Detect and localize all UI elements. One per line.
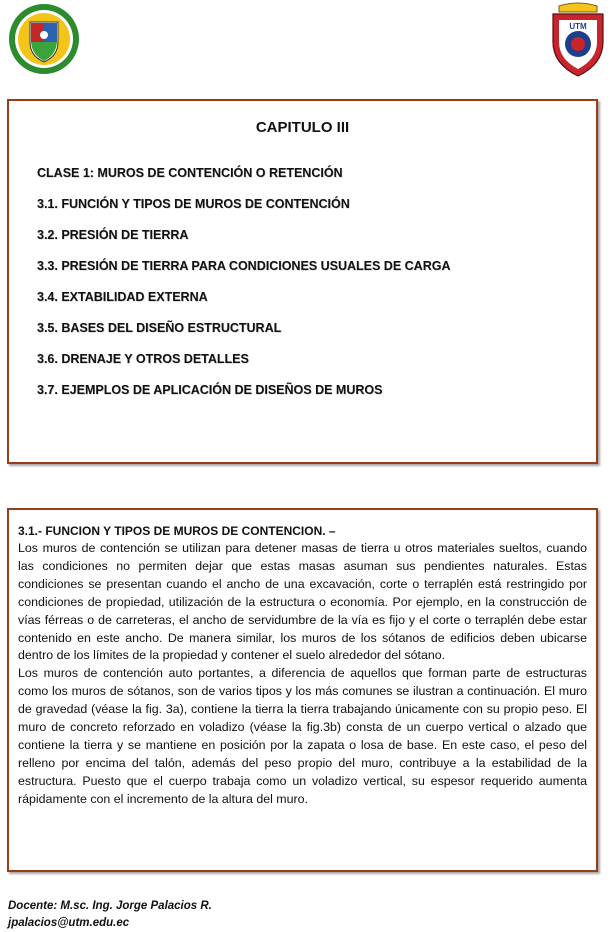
index-item: 3.6. DRENAJE Y OTROS DETALLES (37, 352, 249, 366)
utm-crest-logo (545, 2, 611, 78)
section-content-box (7, 508, 598, 872)
index-item: CLASE 1: MUROS DE CONTENCIÓN O RETENCIÓN (37, 166, 343, 180)
crest-text: UTM (569, 22, 587, 31)
chapter-title: CAPITULO III (255, 119, 350, 136)
index-item: 3.3. PRESIÓN DE TIERRA PARA CONDICIONES USUALES DE CARGA (37, 259, 451, 273)
utm-crest-icon (545, 2, 611, 78)
index-item: 3.5. BASES DEL DISEÑO ESTRUCTURAL (37, 321, 282, 335)
index-item: 3.1. FUNCIÓN Y TIPOS DE MUROS DE CONTENCIÓN (37, 197, 350, 211)
page-footer (8, 898, 212, 932)
index-item: 3.7. EJEMPLOS DE APLICACIÓN DE DISEÑOS DE MUROS (37, 383, 383, 397)
paragraph: Los muros de contención auto portantes, a diferencia de aquellos que forman parte de estructuras como los muros de sótanos, son de varios tipos y los más comunes se ilustran a continuación. El muro de gravedad (véase la fig. 3a), contiene la tierra la tierra trabajando únicamente con su propio peso. El muro de concreto reforzado en voladizo (véase la fig.3b) consta de un cuerpo vertical o alzado que contiene la tierra y se mantiene en posición por la zapata o losa de base. En este caso, el peso del relleno por encima del talón, además del peso propio del muro, contribuye a la estabilidad de la estructura. Puesto que el cuerpo trabaja como un voladizo vertical, su espesor requerido aumenta rápidamente con el incremento de la altura del muro. (18, 666, 587, 806)
chapter-index-box (7, 99, 598, 464)
university-seal-icon (4, 2, 84, 76)
university-seal-logo (4, 2, 84, 76)
index-item: 3.4. EXTABILIDAD EXTERNA (37, 290, 208, 304)
section-title: 3.1.- FUNCION Y TIPOS DE MUROS DE CONTENCION. – (18, 524, 336, 538)
chapter-index-list (37, 165, 450, 413)
footer-email: jpalacios@utm.edu.ec (8, 917, 130, 929)
footer-author: Docente: M.sc. Ing. Jorge Palacios R. (8, 900, 212, 912)
index-item: 3.2. PRESIÓN DE TIERRA (37, 228, 189, 242)
paragraph: Los muros de contención se utilizan para detener masas de tierra u otros materiales sueltos, cuando las condiciones no permiten dejar que estas masas asuman sus pendientes naturales. Estas condiciones se presentan cuando el ancho de una excavación, corte o terraplén está restringido por condiciones de propiedad, utilización de la estructura o economía. Por ejemplo, en la construcción de vías férreas o de carreteras, el ancho de servidumbre de la vía es fijo y el corte o terraplén debe estar contenido en este ancho. De manera similar, los muros de los sótanos de edificios deben ubicarse dentro de los límites de la propiedad y contener el suelo alrededor del sótano. (18, 541, 587, 663)
